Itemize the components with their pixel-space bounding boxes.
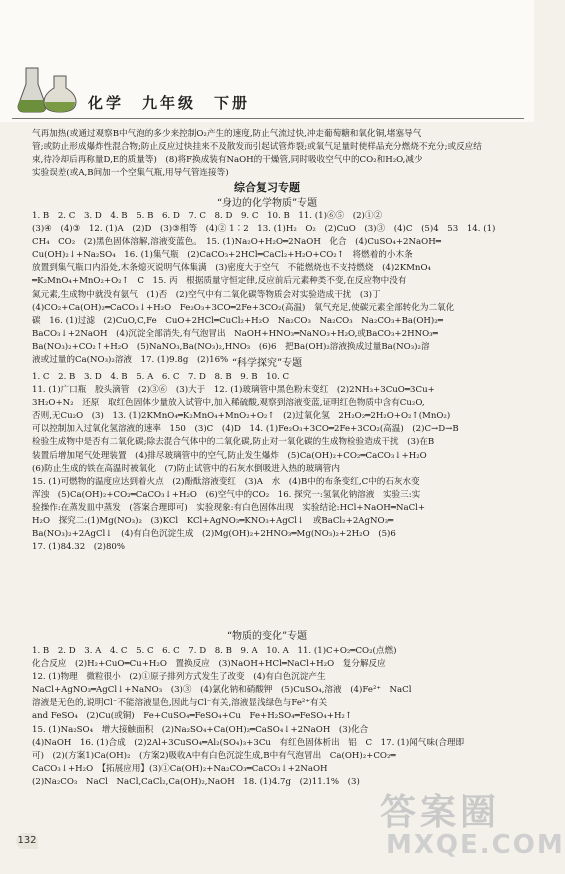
text-line: NaCl+AgNO₃═AgCl↓+NaNO₃ (3)③ (4)氯化钠和硝酸钾 (5)CuSO₄,溶液 (4)Fe²⁺ NaCl — [32, 685, 412, 696]
watermark-text: 答案圈 — [380, 792, 501, 833]
text-line: CH₄ CO₂ (2)黑色固体溶解,溶液变蓝色。 15. (1)Na₂O+H₂O═2NaOH 化合 (4)CuSO₄+2NaOH═ — [32, 237, 441, 248]
text-line: 检验生成物中是否有二氧化碳;除去混合气体中的二氧化碳,防止对一氧化碳的生成物检验造成干扰 (3)在B — [32, 437, 435, 448]
text-line: 12. (1)物理 微粒很小 (2)①原子排列方式发生了改变 (4)有白色沉淀产生 — [32, 672, 326, 683]
text-line: 气再加热(或通过观察B中气泡的多少来控制O₂产生的速度,防止气流过快,冲走葡萄糖和氧化铜,堵塞导气 — [32, 129, 422, 139]
text-line: Cu(OH)₂↓+Na₂SO₄ 16. (1)集气瓶 (2)CaCO₃+2HCl═CaCl₂+H₂O+CO₂↑ 将燃着的小木条 — [32, 250, 413, 261]
text-line: 可以控制加入过氧化氢溶液的速率 150 (3)C (4)D 14. (1)Fe₂O₃+3CO═2Fe+3CO₂(高温) (2)C→D→B — [32, 424, 459, 435]
text-line: 可) (2)(方案1)Ca(OH)₂ (方案2)吸收A中有白色沉淀生成,B中有气泡冒出 Ca(OH)₂+CO₂═ — [32, 750, 396, 761]
text-line: 15. (1)Na₂SO₄ 增大接触面积 (2)Na₂SO₄+Ca(OH)₂═CaSO₄↓+2NaOH (3)化合 — [32, 724, 369, 735]
text-line: (4)NaOH 16. (1)合成 (2)2Al+3CuSO₄═Al₂(SO₄)₃+3Cu 有红色固体析出 铝 C 17. (1)闻气味(合理即 — [32, 737, 465, 748]
text-line: 1. B 2. D 3. A 4. C 5. C 6. C 7. D 8. B 9. A 10. A 11. (1)C+O₂═CO₂(点燃) — [32, 646, 397, 656]
review-title: 综合复习专题 — [234, 181, 300, 194]
text-line: 溶液是无色的,说明Cl⁻不能溶液显色,因此与Cl⁻有关,溶液显浅绿色与Fe²⁺有关 — [32, 698, 328, 709]
text-line: 否则,无Cu₂O (3) 13. (1)2KMnO₄═K₂MnO₄+MnO₂+O₂↑ (2)过氧化氢 2H₂O₂═2H₂O+O₂↑(MnO₂) — [32, 411, 451, 422]
section-substances-answers — [32, 210, 510, 367]
text-line: 浑浊 (5)Ca(OH)₂+CO₂═CaCO₃↓+H₂O (6)空气中的CO₂ 16. 探究一:氢氧化钠溶液 实验三:实 — [32, 489, 421, 500]
section-inquiry-answers — [32, 371, 510, 554]
text-line: 液或过量的Ca(NO₃)₂溶液 17. (1)9.8g (2)16% — [32, 355, 229, 366]
text-line: 11. (1)广口瓶 胶头滴管 (2)③⑥ (3)大于 12. (1)玻璃管中黑色粉末变红 (2)2NH₃+3CuO═3Cu+ — [32, 385, 435, 396]
page-number: 132 — [16, 833, 38, 849]
text-line: BaCO₃↓+2NaOH (4)沉淀全部消失,有气泡冒出 NaOH+HNO₃═NaNO₃+H₂O,或BaCO₃+2HNO₃═ — [32, 328, 438, 339]
text-line: 化合反应 (2)H₂+CuO═Cu+H₂O 置换反应 (3)NaOH+HCl═NaCl+H₂O 复分解反应 — [32, 659, 386, 670]
flask-icon — [18, 62, 84, 114]
watermark-logo — [380, 784, 565, 870]
text-line: 碳 16. (1)过滤 (2)CuO,C,Fe CuO+2HCl═CuCl₂+H₂O Na₂CO₃ Na₂CO₃ Na₂CO₃+Ba(OH)₂═ — [32, 315, 443, 326]
text-line: 17. (1)84.32 (2)80% — [32, 542, 126, 553]
book-title: 化学 九年级 下册 — [88, 94, 251, 112]
text-line: 装置后增加尾气处理装置 (4)排尽玻璃管中的空气,防止发生爆炸 (5)Ca(OH)₂+CO₂═CaCO₃↓+H₂O — [32, 450, 427, 461]
text-line: (3)④ (4)③ 12. (1)A (2)D (3)③相等 (4)② 1∶2 13. (1)H₂ O₂ (2)CuO (3)③ (4)C (5)4 53 14. (1) — [32, 224, 496, 235]
header-divider — [12, 118, 524, 119]
section-title-changes: “物质的变化”专题 — [226, 631, 308, 642]
text-line: 放置到集气瓶口内沿处,木条熄灭说明气体集满 (3)密度大于空气 不能燃烧也不支持燃烧 (4)2KMnO₄ — [32, 263, 431, 274]
text-line: 验操作:在蒸发皿中蒸发 (答案合理即可) 实验现象:有白色固体出现 实验结论:HCl+NaOH═NaCl+ — [32, 502, 426, 513]
text-line: 1. C 2. B 3. D 4. B 5. A 6. C 7. D 8. B 9. B 10. C — [32, 372, 290, 382]
text-line: (2)Na₂CO₃ NaCl NaCl,CaCl₂,Ca(OH)₂,NaOH 18. (1)4.7g (2)11.1% (3) — [32, 776, 360, 787]
text-line: (4)CO₂+Ca(OH)₂═CaCO₃↓+H₂O Fe₂O₃+3CO═2Fe+3CO₂(高温) 氧气充足,使碳元素全部转化为二氧化 — [32, 302, 455, 313]
section-title-inquiry: “科学探究”专题 — [231, 358, 303, 369]
text-line: 氮元素,生成物中就没有氨气 (1)否 (2)空气中有二氧化碳等物质会对实验造成干扰 (3)丁 — [32, 289, 381, 300]
text-line: 15. (1)可燃物的温度应达到着火点 (2)酚酞溶液变红 (3)A 水 (4)B中的布条变红,C中的石灰水变 — [32, 476, 420, 487]
text-line: ═K₂MnO₄+MnO₂+O₂↑ C 15. 丙 根据质量守恒定律,反应前后元素种类不变,在反应物中没有 — [32, 276, 407, 287]
page-header — [0, 0, 534, 122]
text-line: H₂O 探究二:(1)Mg(NO₃)₂ (3)KCl KCl+AgNO₃═KNO₃+AgCl↓ 或BaCl₂+2AgNO₃═ — [32, 516, 394, 527]
intro-paragraph — [32, 128, 510, 180]
text-line: and FeSO₄ (2)Cu(或铜) Fe+CuSO₄═FeSO₄+Cu Fe+H₂SO₄═FeSO₄+H₂↑ — [32, 711, 353, 722]
section-changes-answers — [32, 645, 510, 789]
text-line: (6)防止生成的铁在高温时被氧化 (7)防止试管中的石灰水倒吸进入热的玻璃管内 — [32, 463, 340, 474]
section-title-substances: “身边的化学物质”专题 — [216, 198, 318, 209]
text-line: 3H₂O+N₂ 还原 取红色固体少量放入试管中,加入稀硫酸,观察到溶液变蓝,证明红色物质中含有Cu₂O, — [32, 398, 425, 409]
text-line: Ba(NO₃)₂+CO₂↑+H₂O (5)NaNO₃,Ba(NO₃)₂,HNO₃ (6)6 把Ba(OH)₂溶液换成过量Ba(NO₃)₂溶 — [32, 341, 430, 352]
text-line: 束,待冷却后再称量D,E的质量等) (8)将F换成装有NaOH的干燥管,同时吸收空气中的CO₂和H₂O,减少 — [32, 155, 423, 166]
text-line: Ba(NO₃)₂+2AgCl↓ (4)有白色沉淀生成 (2)Mg(OH)₂+2HNO₃═Mg(NO₃)₂+2H₂O (5)6 — [32, 529, 396, 540]
watermark-url: MXQE.COM — [386, 830, 565, 860]
text-line: 管;或防止形成爆炸性混合物;防止反应过快挂来不及散发而引起试管炸裂;或氧气足量时使样品充分燃烧不充分;或反应结 — [32, 142, 482, 153]
text-line: CaCO₃↓+H₂O 【拓展应用】(3)①Ca(OH)₂+Na₂CO₃═CaCO₃↓+2NaOH — [32, 763, 328, 774]
text-line: 1. B 2. C 3. D 4. B 5. B 6. D 7. C 8. D 9. C 10. B 11. (1)⑥⑤ (2)①② — [32, 211, 383, 221]
text-line: 实验误差(或A,B间加一个空集气瓶,用导气管连接等) — [32, 168, 229, 179]
